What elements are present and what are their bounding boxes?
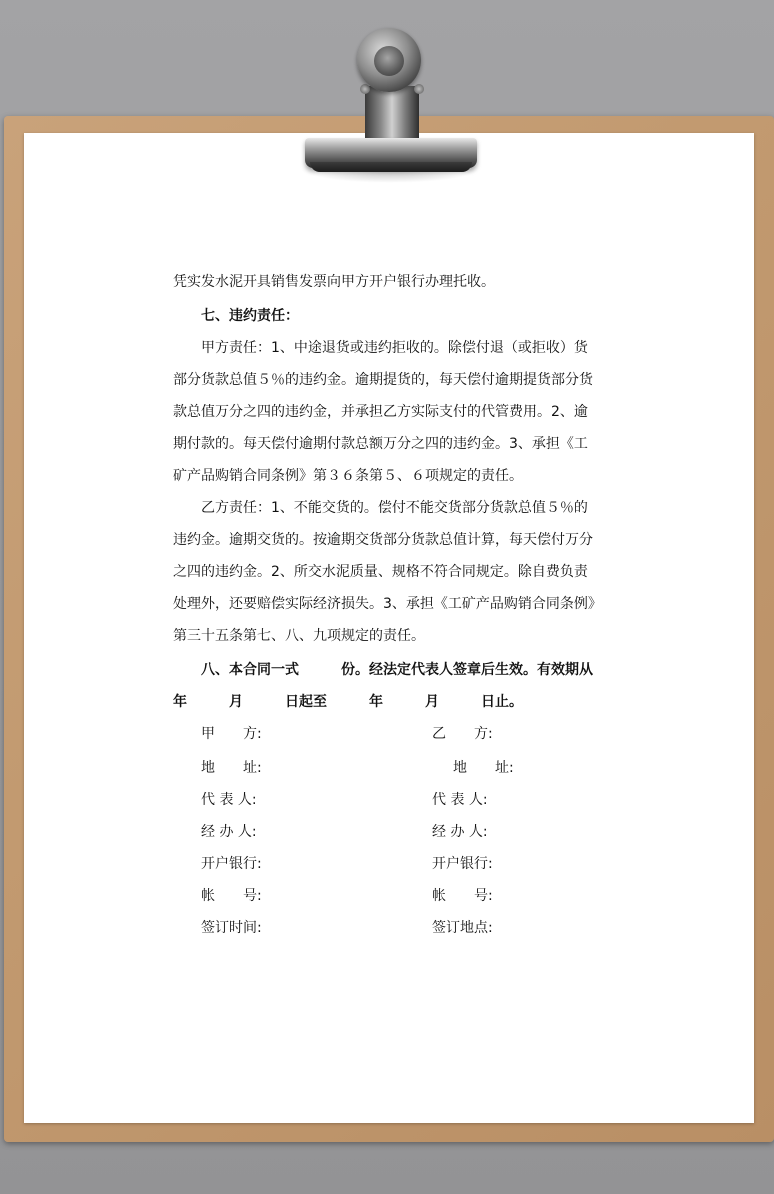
text-line: 处理外，还要赔偿实际经济损失。3、承担《工矿产品购销合同条例》	[173, 596, 602, 612]
text-line: 款总值万分之四的违约金，并承担乙方实际支付的代管费用。2、逾	[173, 404, 588, 420]
text-line: 违约金。逾期交货的。按逾期交货部分货款总值计算，每天偿付万分	[173, 532, 593, 548]
party-b-name-label: 乙 方:	[432, 726, 493, 742]
section-heading-breach: 七、违约责任：	[201, 308, 299, 324]
party-a-address-label: 地 址:	[201, 760, 262, 776]
text-line: 矿产品购销合同条例》第３６条第５、６项规定的责任。	[173, 468, 523, 484]
text-line: 甲方责任：1、中途退货或违约拒收的。除偿付退（或拒收）货	[201, 340, 588, 356]
party-b-bank-label: 开户银行:	[432, 856, 493, 872]
party-a-rep-label: 代 表 人:	[201, 792, 257, 808]
party-b-account-label: 帐 号:	[432, 888, 493, 904]
party-a-bank-label: 开户银行:	[201, 856, 262, 872]
party-b-rep-label: 代 表 人:	[432, 792, 488, 808]
validity-period-line: 年 月 日起至 年 月 日止。	[173, 694, 523, 710]
party-a-date-label: 签订时间:	[201, 920, 262, 936]
party-a-name-label: 甲 方:	[201, 726, 262, 742]
party-a-account-label: 帐 号:	[201, 888, 262, 904]
party-b-place-label: 签订地点:	[432, 920, 493, 936]
section-heading-copies: 八、本合同一式 份。经法定代表人签章后生效。有效期从	[201, 662, 593, 678]
text-line: 之四的违约金。2、所交水泥质量、规格不符合同规定。除自费负责	[173, 564, 588, 580]
text-line: 部分货款总值５％的违约金。逾期提货的，每天偿付逾期提货部分货	[173, 372, 593, 388]
party-a-agent-label: 经 办 人:	[201, 824, 257, 840]
text-line: 期付款的。每天偿付逾期付款总额万分之四的违约金。3、承担《工	[173, 436, 588, 452]
text-line: 乙方责任：1、不能交货的。偿付不能交货部分货款总值５％的	[201, 500, 588, 516]
text-line: 第三十五条第七、八、九项规定的责任。	[173, 628, 425, 644]
text-line: 凭实发水泥开具销售发票向甲方开户银行办理托收。	[173, 274, 495, 290]
party-b-address-label: 地 址:	[453, 760, 514, 776]
party-b-agent-label: 经 办 人:	[432, 824, 488, 840]
